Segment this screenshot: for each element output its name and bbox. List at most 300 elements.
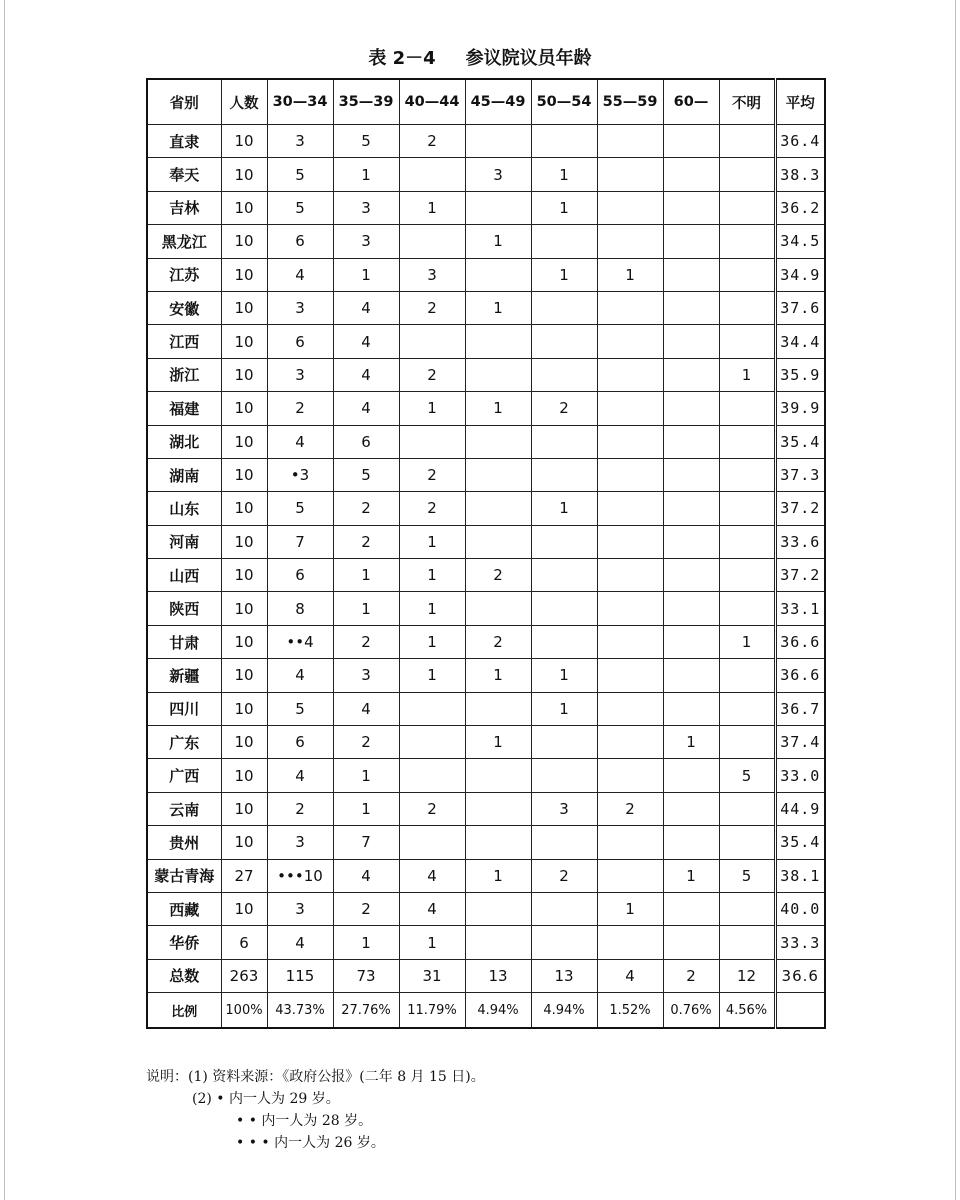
header-age-50-54: 50—54 bbox=[531, 79, 597, 125]
table-cell: 3 bbox=[465, 158, 531, 191]
province-cell: 江西 bbox=[147, 325, 221, 358]
table-cell bbox=[719, 659, 775, 692]
table-cell bbox=[531, 625, 597, 658]
table-cell bbox=[719, 158, 775, 191]
table-cell: 1 bbox=[333, 926, 399, 959]
table-row bbox=[147, 225, 825, 258]
count-cell: 10 bbox=[221, 125, 267, 158]
table-cell bbox=[663, 191, 719, 224]
table-row bbox=[147, 158, 825, 191]
table-cell: 5 bbox=[333, 458, 399, 491]
table-cell: 1 bbox=[465, 225, 531, 258]
table-cell: 5 bbox=[267, 191, 333, 224]
table-cell: 1 bbox=[465, 291, 531, 324]
table-cell bbox=[597, 592, 663, 625]
table-cell bbox=[465, 191, 531, 224]
header-age-35-39: 35—39 bbox=[333, 79, 399, 125]
province-cell: 湖南 bbox=[147, 458, 221, 491]
table-row bbox=[147, 392, 825, 425]
province-cell: 四川 bbox=[147, 692, 221, 725]
table-cell bbox=[719, 225, 775, 258]
count-cell: 10 bbox=[221, 726, 267, 759]
table-cell bbox=[719, 125, 775, 158]
table-cell bbox=[531, 892, 597, 925]
table-cell bbox=[597, 325, 663, 358]
table-row bbox=[147, 258, 825, 291]
table-cell bbox=[465, 759, 531, 792]
table-cell bbox=[597, 225, 663, 258]
table-cell bbox=[465, 892, 531, 925]
average-cell: 39.9 bbox=[775, 392, 825, 425]
table-cell bbox=[597, 492, 663, 525]
average-cell: 36.6 bbox=[775, 625, 825, 658]
table-cell bbox=[597, 392, 663, 425]
page-border-left bbox=[4, 0, 5, 1200]
table-cell: 1 bbox=[399, 392, 465, 425]
table-cell bbox=[663, 425, 719, 458]
header-age-45-49: 45—49 bbox=[465, 79, 531, 125]
table-cell: 6 bbox=[267, 225, 333, 258]
header-age-40-44: 40—44 bbox=[399, 79, 465, 125]
count-cell: 263 bbox=[221, 959, 267, 992]
table-cell: 6 bbox=[333, 425, 399, 458]
table-cell: 7 bbox=[267, 525, 333, 558]
senator-age-table bbox=[146, 78, 826, 1029]
table-cell bbox=[465, 926, 531, 959]
table-cell: 3 bbox=[267, 291, 333, 324]
table-cell bbox=[597, 625, 663, 658]
header-age-60-plus: 60— bbox=[663, 79, 719, 125]
table-row bbox=[147, 492, 825, 525]
table-cell: 1 bbox=[399, 592, 465, 625]
table-cell bbox=[531, 125, 597, 158]
table-cell: 1 bbox=[333, 158, 399, 191]
table-cell: 1 bbox=[399, 559, 465, 592]
table-row bbox=[147, 792, 825, 825]
province-cell: 贵州 bbox=[147, 826, 221, 859]
table-cell: 4.56% bbox=[719, 993, 775, 1029]
table-cell: 2 bbox=[597, 792, 663, 825]
province-cell: 蒙古青海 bbox=[147, 859, 221, 892]
table-cell: 13 bbox=[531, 959, 597, 992]
table-cell: 4.94% bbox=[465, 993, 531, 1029]
table-cell: 1 bbox=[465, 392, 531, 425]
table-cell: 4 bbox=[333, 358, 399, 391]
table-cell bbox=[719, 559, 775, 592]
count-cell: 10 bbox=[221, 592, 267, 625]
table-cell: 2 bbox=[399, 458, 465, 491]
table-cell bbox=[719, 291, 775, 324]
table-cell: 1 bbox=[399, 926, 465, 959]
note-footnote-2: • • 内一人为 28 岁。 bbox=[236, 1113, 373, 1129]
table-cell: 1 bbox=[333, 559, 399, 592]
table-cell: •••10 bbox=[267, 859, 333, 892]
header-count: 人数 bbox=[221, 79, 267, 125]
notes bbox=[146, 1066, 846, 1154]
table-row bbox=[147, 325, 825, 358]
average-cell: 36.4 bbox=[775, 125, 825, 158]
table-row bbox=[147, 759, 825, 792]
table-row bbox=[147, 191, 825, 224]
table-cell: 2 bbox=[399, 492, 465, 525]
average-cell: 36.7 bbox=[775, 692, 825, 725]
province-cell: 陕西 bbox=[147, 592, 221, 625]
table-row bbox=[147, 559, 825, 592]
average-cell: 34.9 bbox=[775, 258, 825, 291]
average-cell: 35.4 bbox=[775, 826, 825, 859]
table-cell bbox=[399, 826, 465, 859]
table-cell bbox=[663, 358, 719, 391]
table-cell bbox=[531, 458, 597, 491]
table-cell: 11.79% bbox=[399, 993, 465, 1029]
table-row bbox=[147, 659, 825, 692]
province-cell: 广西 bbox=[147, 759, 221, 792]
table-cell bbox=[663, 625, 719, 658]
table-cell bbox=[465, 792, 531, 825]
table-cell bbox=[531, 425, 597, 458]
table-cell bbox=[597, 692, 663, 725]
average-cell: 33.6 bbox=[775, 525, 825, 558]
average-cell: 37.3 bbox=[775, 458, 825, 491]
table-cell bbox=[399, 726, 465, 759]
table-cell bbox=[531, 592, 597, 625]
table-cell bbox=[597, 859, 663, 892]
province-cell: 浙江 bbox=[147, 358, 221, 391]
table-cell bbox=[465, 325, 531, 358]
table-cell: 4 bbox=[399, 859, 465, 892]
province-cell: 吉林 bbox=[147, 191, 221, 224]
table-cell: 5 bbox=[267, 492, 333, 525]
table-cell bbox=[399, 692, 465, 725]
count-cell: 10 bbox=[221, 826, 267, 859]
table-cell: 1 bbox=[719, 358, 775, 391]
table-cell: 3 bbox=[267, 826, 333, 859]
table-row bbox=[147, 826, 825, 859]
table-cell: 1 bbox=[663, 859, 719, 892]
count-cell: 27 bbox=[221, 859, 267, 892]
table-cell: 2 bbox=[333, 492, 399, 525]
table-cell: 2 bbox=[333, 892, 399, 925]
total-row bbox=[147, 959, 825, 992]
table-cell: 3 bbox=[267, 125, 333, 158]
table-cell bbox=[531, 225, 597, 258]
table-cell: 12 bbox=[719, 959, 775, 992]
table-cell: 1 bbox=[531, 492, 597, 525]
table-cell bbox=[663, 325, 719, 358]
table-cell bbox=[663, 692, 719, 725]
table-cell: 3 bbox=[267, 892, 333, 925]
table-cell bbox=[399, 325, 465, 358]
average-cell: 40.0 bbox=[775, 892, 825, 925]
table-row bbox=[147, 926, 825, 959]
province-cell: 山西 bbox=[147, 559, 221, 592]
table-cell bbox=[465, 525, 531, 558]
average-cell: 36.6 bbox=[775, 959, 825, 992]
note-source: 说明：(1) 资料来源：《政府公报》(二年 8 月 15 日)。 bbox=[146, 1069, 485, 1085]
ratio-row bbox=[147, 993, 825, 1029]
table-cell: 4 bbox=[333, 291, 399, 324]
table-cell: 27.76% bbox=[333, 993, 399, 1029]
province-cell: 安徽 bbox=[147, 291, 221, 324]
table-cell bbox=[399, 158, 465, 191]
table-cell: 1 bbox=[465, 726, 531, 759]
table-cell bbox=[719, 826, 775, 859]
table-cell: 1 bbox=[333, 759, 399, 792]
average-cell bbox=[775, 993, 825, 1029]
table-cell: 2 bbox=[333, 726, 399, 759]
average-cell: 37.2 bbox=[775, 492, 825, 525]
count-cell: 10 bbox=[221, 892, 267, 925]
count-cell: 10 bbox=[221, 792, 267, 825]
table-cell bbox=[597, 191, 663, 224]
count-cell: 10 bbox=[221, 525, 267, 558]
table-cell bbox=[663, 759, 719, 792]
table-cell bbox=[399, 425, 465, 458]
table-cell bbox=[597, 759, 663, 792]
table-cell: 6 bbox=[267, 325, 333, 358]
header-age-30-34: 30—34 bbox=[267, 79, 333, 125]
province-cell: 云南 bbox=[147, 792, 221, 825]
table-cell: 8 bbox=[267, 592, 333, 625]
table-title bbox=[0, 44, 960, 70]
table-cell: 4 bbox=[267, 759, 333, 792]
table-cell: 2 bbox=[531, 859, 597, 892]
table-cell: 1 bbox=[531, 659, 597, 692]
header-age-55-59: 55—59 bbox=[597, 79, 663, 125]
province-cell: 奉天 bbox=[147, 158, 221, 191]
table-row bbox=[147, 625, 825, 658]
count-cell: 10 bbox=[221, 325, 267, 358]
table-cell: 3 bbox=[333, 659, 399, 692]
table-cell: 1 bbox=[465, 859, 531, 892]
count-cell: 10 bbox=[221, 225, 267, 258]
table-cell bbox=[719, 258, 775, 291]
table-cell bbox=[465, 826, 531, 859]
table-cell: 73 bbox=[333, 959, 399, 992]
table-cell: 4 bbox=[267, 659, 333, 692]
table-cell bbox=[663, 826, 719, 859]
table-cell: 1 bbox=[597, 258, 663, 291]
table-cell bbox=[663, 291, 719, 324]
count-cell: 10 bbox=[221, 692, 267, 725]
count-cell: 10 bbox=[221, 492, 267, 525]
table-cell bbox=[597, 125, 663, 158]
count-cell: 10 bbox=[221, 392, 267, 425]
table-cell: •3 bbox=[267, 458, 333, 491]
table-cell: 1 bbox=[399, 625, 465, 658]
count-cell: 10 bbox=[221, 759, 267, 792]
table-cell: 3 bbox=[267, 358, 333, 391]
table-cell: 1 bbox=[531, 692, 597, 725]
page-border-right bbox=[955, 0, 956, 1200]
table-cell: 2 bbox=[267, 792, 333, 825]
table-cell bbox=[597, 358, 663, 391]
table-cell bbox=[719, 425, 775, 458]
table-cell: 2 bbox=[399, 792, 465, 825]
table-row bbox=[147, 726, 825, 759]
province-cell: 广东 bbox=[147, 726, 221, 759]
table-cell bbox=[531, 358, 597, 391]
table-cell: 3 bbox=[531, 792, 597, 825]
count-cell: 6 bbox=[221, 926, 267, 959]
table-cell: 2 bbox=[333, 525, 399, 558]
header-average: 平均 bbox=[775, 79, 825, 125]
table-cell bbox=[531, 926, 597, 959]
province-cell: 直隶 bbox=[147, 125, 221, 158]
table-cell bbox=[597, 559, 663, 592]
table-cell bbox=[719, 525, 775, 558]
average-cell: 33.3 bbox=[775, 926, 825, 959]
province-cell: 黑龙江 bbox=[147, 225, 221, 258]
table-cell bbox=[531, 291, 597, 324]
table-cell: 4 bbox=[267, 425, 333, 458]
table-cell: 1 bbox=[465, 659, 531, 692]
table-cell bbox=[531, 559, 597, 592]
average-cell: 35.9 bbox=[775, 358, 825, 391]
province-cell: 西藏 bbox=[147, 892, 221, 925]
table-cell bbox=[663, 225, 719, 258]
table-row bbox=[147, 592, 825, 625]
province-cell: 江苏 bbox=[147, 258, 221, 291]
table-cell: 2 bbox=[465, 559, 531, 592]
table-cell: 1 bbox=[597, 892, 663, 925]
table-cell bbox=[663, 525, 719, 558]
table-cell bbox=[597, 659, 663, 692]
table-cell: 1 bbox=[333, 792, 399, 825]
table-cell: 4 bbox=[597, 959, 663, 992]
table-cell bbox=[663, 125, 719, 158]
table-cell: 1 bbox=[719, 625, 775, 658]
count-cell: 10 bbox=[221, 425, 267, 458]
average-cell: 37.6 bbox=[775, 291, 825, 324]
average-cell: 38.3 bbox=[775, 158, 825, 191]
average-cell: 35.4 bbox=[775, 425, 825, 458]
average-cell: 44.9 bbox=[775, 792, 825, 825]
table-cell: 6 bbox=[267, 559, 333, 592]
table-cell bbox=[465, 125, 531, 158]
table-cell: ••4 bbox=[267, 625, 333, 658]
table-row bbox=[147, 859, 825, 892]
table-cell bbox=[719, 191, 775, 224]
table-cell: 7 bbox=[333, 826, 399, 859]
table-cell bbox=[531, 726, 597, 759]
table-cell: 4 bbox=[333, 325, 399, 358]
table-cell: 4.94% bbox=[531, 993, 597, 1029]
table-cell bbox=[663, 926, 719, 959]
table-cell bbox=[597, 291, 663, 324]
table-cell: 2 bbox=[465, 625, 531, 658]
count-cell: 10 bbox=[221, 358, 267, 391]
table-cell: 2 bbox=[531, 392, 597, 425]
count-cell: 100% bbox=[221, 993, 267, 1029]
table-cell: 4 bbox=[333, 392, 399, 425]
table-row bbox=[147, 358, 825, 391]
table-cell: 3 bbox=[333, 225, 399, 258]
table-cell bbox=[663, 559, 719, 592]
table-cell: 4 bbox=[267, 258, 333, 291]
table-cell: 5 bbox=[719, 859, 775, 892]
province-cell: 甘肃 bbox=[147, 625, 221, 658]
table-cell bbox=[597, 458, 663, 491]
average-cell: 33.0 bbox=[775, 759, 825, 792]
note-footnote-1: (2) • 内一人为 29 岁。 bbox=[192, 1091, 340, 1107]
table-cell bbox=[663, 258, 719, 291]
table-row bbox=[147, 125, 825, 158]
average-cell: 36.6 bbox=[775, 659, 825, 692]
table-row bbox=[147, 525, 825, 558]
table-cell: 2 bbox=[663, 959, 719, 992]
province-cell: 湖北 bbox=[147, 425, 221, 458]
average-cell: 34.4 bbox=[775, 325, 825, 358]
table-cell: 3 bbox=[333, 191, 399, 224]
province-cell: 比例 bbox=[147, 993, 221, 1029]
table-cell: 1.52% bbox=[597, 993, 663, 1029]
table-cell bbox=[465, 425, 531, 458]
table-cell bbox=[465, 692, 531, 725]
table-cell: 5 bbox=[267, 158, 333, 191]
table-cell: 1 bbox=[399, 659, 465, 692]
table-cell bbox=[719, 492, 775, 525]
table-number: 表 2－4 bbox=[368, 48, 436, 69]
table-cell: 2 bbox=[399, 125, 465, 158]
table-cell bbox=[663, 659, 719, 692]
table-cell bbox=[719, 325, 775, 358]
table-cell bbox=[663, 392, 719, 425]
table-cell: 13 bbox=[465, 959, 531, 992]
table-cell bbox=[399, 225, 465, 258]
count-cell: 10 bbox=[221, 191, 267, 224]
table-row bbox=[147, 425, 825, 458]
table-cell bbox=[597, 425, 663, 458]
table-cell bbox=[719, 792, 775, 825]
header-row bbox=[147, 79, 825, 125]
count-cell: 10 bbox=[221, 458, 267, 491]
table-cell: 1 bbox=[531, 258, 597, 291]
table-cell bbox=[597, 158, 663, 191]
average-cell: 38.1 bbox=[775, 859, 825, 892]
average-cell: 36.2 bbox=[775, 191, 825, 224]
table-cell bbox=[531, 525, 597, 558]
table-cell: 2 bbox=[333, 625, 399, 658]
table-cell bbox=[663, 492, 719, 525]
table-cell: 5 bbox=[333, 125, 399, 158]
table-cell: 2 bbox=[399, 291, 465, 324]
average-cell: 34.5 bbox=[775, 225, 825, 258]
table-cell bbox=[465, 492, 531, 525]
count-cell: 10 bbox=[221, 625, 267, 658]
province-cell: 华侨 bbox=[147, 926, 221, 959]
average-cell: 33.1 bbox=[775, 592, 825, 625]
table-cell: 1 bbox=[531, 158, 597, 191]
table-cell: 2 bbox=[267, 392, 333, 425]
table-cell: 1 bbox=[399, 525, 465, 558]
table-cell: 1 bbox=[399, 191, 465, 224]
table-cell bbox=[465, 358, 531, 391]
header-province: 省别 bbox=[147, 79, 221, 125]
table-row bbox=[147, 692, 825, 725]
count-cell: 10 bbox=[221, 659, 267, 692]
province-cell: 河南 bbox=[147, 525, 221, 558]
count-cell: 10 bbox=[221, 158, 267, 191]
table-cell bbox=[719, 692, 775, 725]
table-cell bbox=[531, 759, 597, 792]
table-cell bbox=[719, 458, 775, 491]
table-cell: 4 bbox=[333, 692, 399, 725]
table-cell bbox=[663, 792, 719, 825]
table-cell bbox=[597, 926, 663, 959]
table-cell: 4 bbox=[267, 926, 333, 959]
table-cell bbox=[597, 826, 663, 859]
